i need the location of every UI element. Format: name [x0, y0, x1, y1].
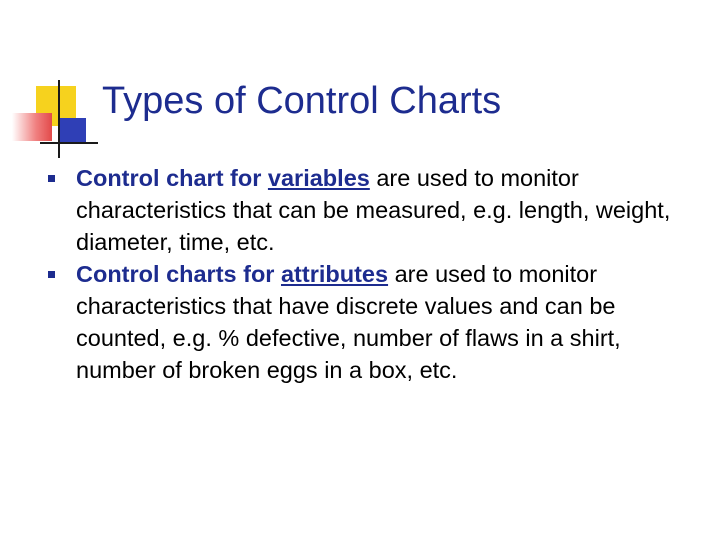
logo-horizontal-line [40, 142, 98, 144]
bullet-text [76, 165, 670, 255]
bullet-lead: Control chart for [76, 165, 268, 191]
bullet-keyword: variables [267, 165, 370, 191]
logo-vertical-line [58, 80, 60, 158]
bullet-square-icon [48, 175, 55, 182]
slide-title: Types of Control Charts [102, 80, 502, 122]
bullet-rest: are used to monitor characteristics that can be measured, e.g. length, weight, diameter, time, etc. [76, 165, 671, 255]
bullet-text [76, 261, 621, 383]
bullet-square-icon [48, 271, 55, 278]
bullet-item-attributes [48, 258, 688, 386]
bullet-lead: Control charts for [76, 261, 281, 287]
bullet-keyword: attributes [280, 261, 389, 287]
logo-blue-square [60, 118, 86, 142]
bullet-rest: are used to monitor characteristics that have discrete values and can be counted, e.g. % defective, number of flaws in a shirt, number of broken eggs in a box, etc. [76, 261, 621, 383]
bullet-list [48, 162, 688, 386]
bullet-item-variables [48, 162, 688, 258]
logo-red-square [12, 113, 52, 141]
